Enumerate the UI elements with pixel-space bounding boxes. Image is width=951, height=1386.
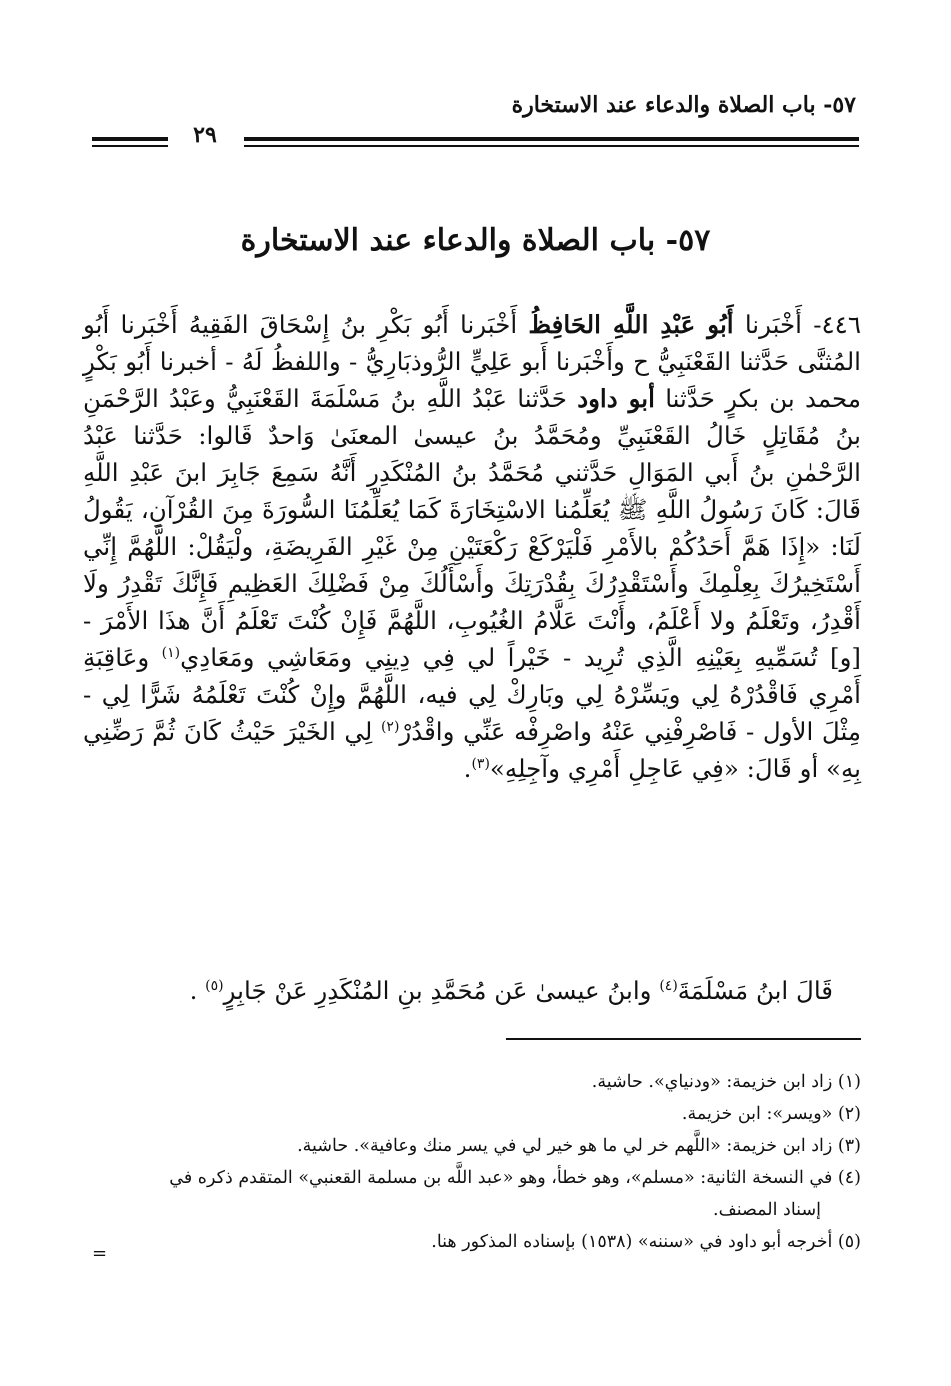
footnote-ref: (٢) (380, 718, 400, 735)
header-rule-top (244, 137, 859, 141)
footnote-ref: (٥) (205, 977, 224, 994)
footnote-ref: (٣) (471, 755, 490, 772)
footnote-4: (٤) في النسخة الثانية: «مسلم»، وهو خطأ، وهو «عبد اللَّه بن مسلمة القعنبي» المتقدم ذكره في (169, 1168, 861, 1188)
running-header-title: ٥٧- باب الصلاة والدعاء عند الاستخارة (511, 92, 856, 118)
hadith-segment: لِي الخَيْرَ حَيْثُ كَانَ ثُمَّ رَضِّنِي بِهِ» أو قَالَ: «فِي عَاجِلِ أَمْرِي وآجِلِهِ» (83, 717, 861, 783)
footnote-5: (٥) أخرجه أبو داود في «سننه» (١٥٣٨) بإسناده المذكور هنا. (431, 1232, 861, 1252)
page-number: ٢٩ (193, 122, 217, 148)
hadith-end: . (463, 754, 472, 783)
closing-line (83, 972, 861, 1009)
page-number-rule-top (92, 137, 168, 141)
header-rule-bottom (244, 145, 859, 147)
chapter-title: ٥٧- باب الصلاة والدعاء عند الاستخارة (240, 223, 711, 258)
footnotes (91, 1066, 861, 1258)
footnote-4-continuation: إسناد المصنف. (713, 1200, 821, 1220)
closing-segment: قَالَ ابنُ مَسْلَمَةَ (677, 976, 833, 1005)
closing-segment: وابنُ عيسىٰ عَن مُحَمَّدِ بنِ المُنْكَدِرِ عَنْ جَابِرٍ (223, 976, 660, 1005)
hadith-segment: أَخْبَرنا (733, 310, 814, 339)
closing-end: . (189, 976, 198, 1005)
hadith-number: ٤٤٦- (813, 310, 861, 339)
margin-mark: = (92, 1243, 108, 1264)
footnote-2: (٢) «ويسر»: ابن خزيمة. (681, 1104, 861, 1124)
hadith-paragraph (83, 306, 861, 787)
hadith-segment: حَدَّثنا عَبْدُ اللَّهِ بنُ مَسْلَمَةَ القَعْنَبِيُّ وعَبْدُ الرَّحْمَنِ بنُ مُقَاتِلٍ خَالُ القَعْنَبِيِّ ومُحَمَّدُ بنُ عيسىٰ المعنَىٰ وَاحدٌ قَالوا: حَدَّثنا عَبْدُ الرَّحْمٰنِ بنُ أَبي المَوَالِ حَدَّثني مُحَمَّدُ بنُ المُنْكَدِرِ أَنَّهُ سَمِعَ جَابِرَ ابنَ عَبْدِ اللَّهِ قَالَ: كَانَ رَسُولُ اللَّهِ ﷺ يُعَلِّمُنا الاسْتِخَارَةَ كَمَا يُعَلِّمُنَا السُّورَةَ مِنَ القُرْآنِ، يَقُولُ لَنَا: «إِذَا هَمَّ أَحَدُكُمْ بالأَمْرِ فَلْيَرْكَعْ رَكْعَتَيْنِ مِنْ غَيْرِ الفَرِيضَةِ، ولْيَقُلْ: اللَّهُمَّ إِنِّي أَسْتَخِيرُكَ بِعِلْمِكَ وأَسْتَقْدِرُكَ بِقُدْرَتِكَ وأَسْأَلُكَ مِنْ فَضْلِكَ العَظِيمِ فَإِنَّكَ تَقْدِرُ ولَا أَقْدِرُ، وتَعْلَمُ ولا أَعْلَمُ، وأَنْتَ عَلَّامُ الغُيُوبِ، اللَّهُمَّ فَإِنْ كُنْتَ تَعْلَمُ أَنَّ هذَا الأَمْرَ - [و] تُسَمِّيهِ بِعَيْنِهِ الَّذِي تُرِيد - خَيْراً لي فِي دِينِي ومَعَاشِي ومَعَادِي (83, 384, 861, 672)
footnote-3: (٣) زاد ابن خزيمة: «اللَّهم خر لي ما هو خير لي في يسر منك وعافية». حاشية. (297, 1136, 861, 1156)
hadith-text (83, 306, 861, 787)
footnote-ref: (٤) (659, 977, 678, 994)
footnote-separator (506, 1038, 861, 1040)
page-number-rule-bottom (92, 145, 168, 147)
hadith-segment: أَخْبَرنا أَبُو بَكْرِ بنُ إِسْحَاقَ الفَقِيهُ أَخْبَرنا أَبُو المُثنَّى حَدَّثنا القَعْنَبِيُّ ح وأَخْبَرنا أَبو عَلِيٍّ الرُّوذبَارِيُّ - واللفظُ لَهُ - أخبرنا أَبُو بَكْرٍ محمد بن بكرٍ حَدَّثنا (83, 310, 861, 413)
hadith-segment: وعَاقِبَةِ أَمْرِي فَاقْدُرْهُ لِي ويَسِّرْهُ لِي وبَارِكْ لِي فيه، اللَّهُمَّ وإِنْ كُنْتَ تَعْلَمُهُ شَرًّا لِي - مِثْلَ الأول - فَاصْرِفْنِي عَنْهُ واصْرِفْه عَنِّي واقْدُرْ (83, 643, 861, 746)
narrator-name: أَبُو عَبْدِ اللَّهِ الحَافِظُ (528, 310, 734, 339)
footnote-ref: (١) (161, 644, 181, 661)
narrator-name: أبو داود (577, 384, 655, 413)
footnote-1: (١) زاد ابن خزيمة: «ودنياي». حاشية. (591, 1072, 861, 1092)
